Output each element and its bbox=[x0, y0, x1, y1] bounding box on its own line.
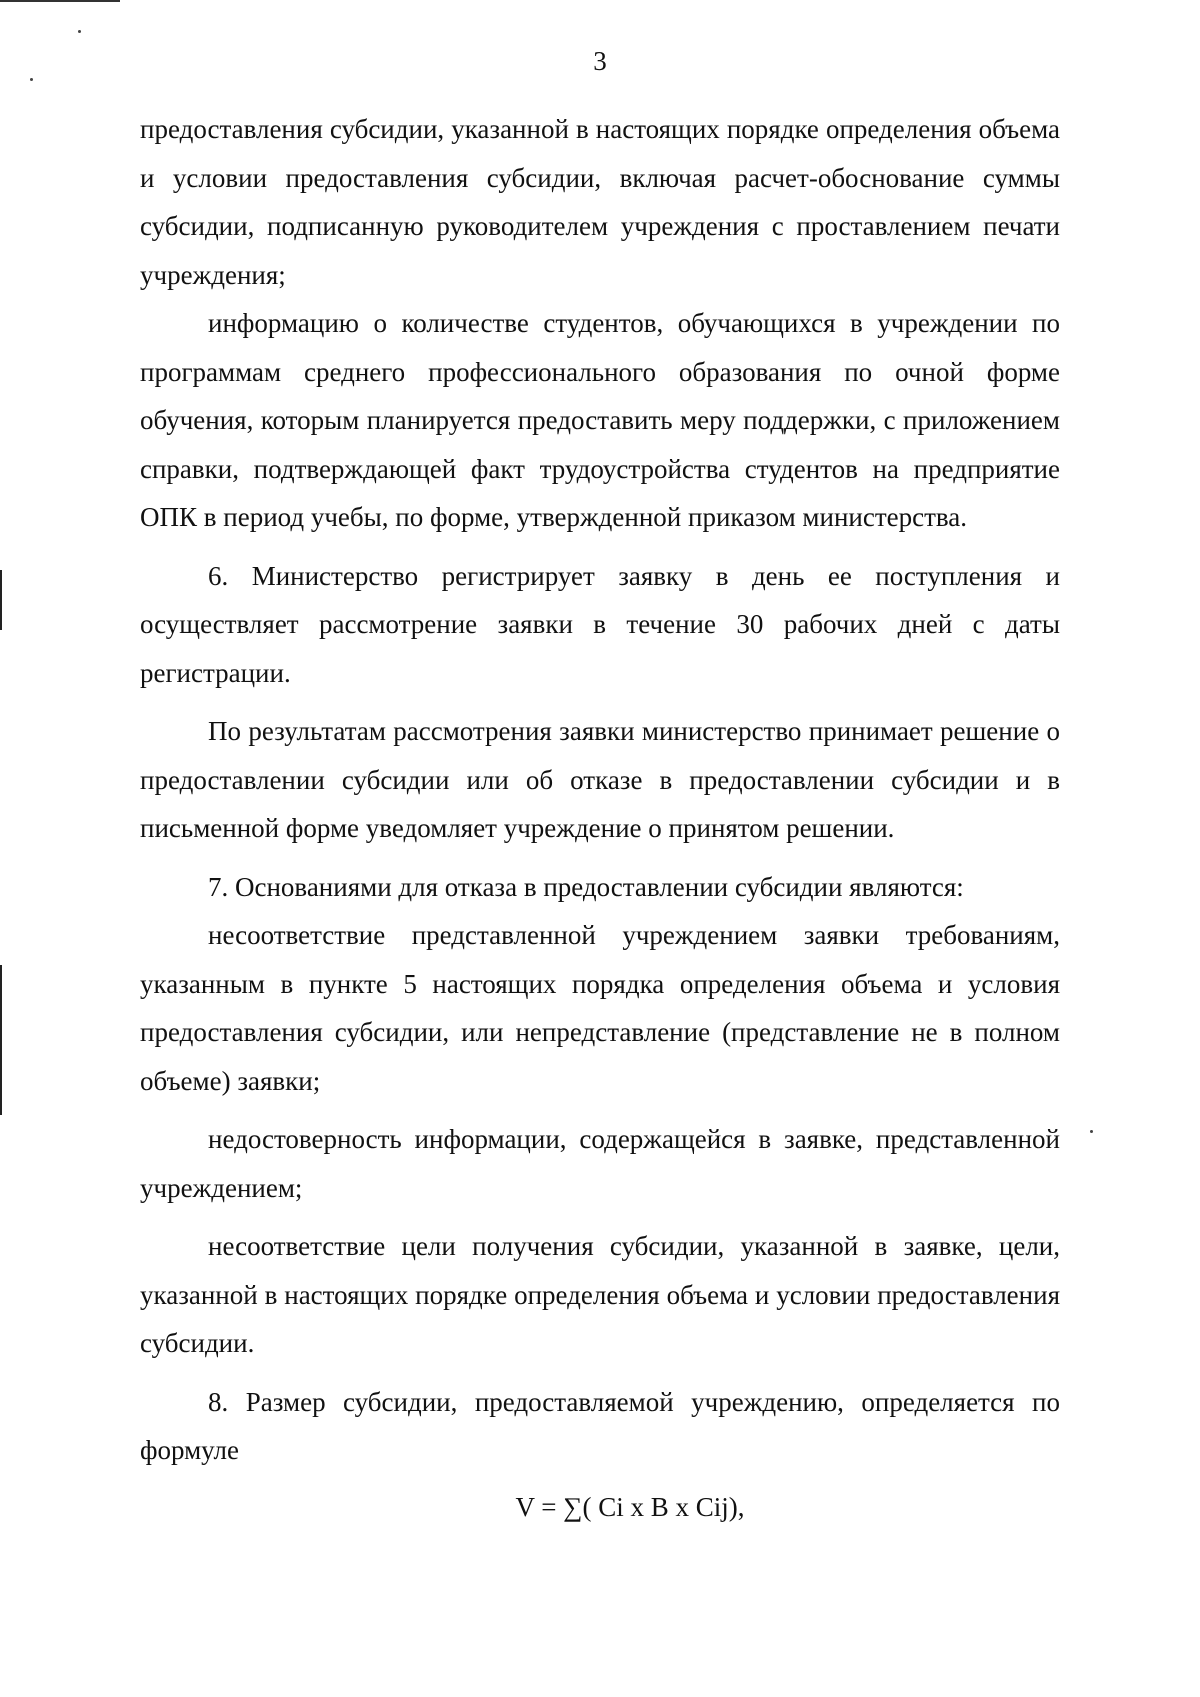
paragraph-item-8: 8. Размер субсидии, предоставляемой учреждению, определяется по формуле bbox=[140, 1386, 1060, 1465]
scan-artifact bbox=[0, 965, 2, 1115]
scan-artifact bbox=[0, 570, 2, 630]
subsidy-formula: V = ∑( Ci x B x Cij), bbox=[515, 1491, 745, 1522]
page-number: 3 bbox=[593, 46, 607, 76]
scan-speck bbox=[30, 78, 33, 81]
body-text bbox=[140, 105, 1060, 1531]
scan-artifact bbox=[0, 0, 120, 2]
paragraph-item-6: 6. Министерство регистрирует заявку в день ее поступления и осуществляет рассмотрение заявки в течение 30 рабочих дней с даты регистрации. bbox=[140, 560, 1060, 688]
paragraph-review-results: По результатам рассмотрения заявки министерство принимает решение о предоставлении субсидии или об отказе в предоставлении субсидии и в письменной форме уведомляет учреждение о принятом решении. bbox=[140, 716, 1060, 843]
scan-speck bbox=[1090, 1130, 1093, 1133]
paragraph-refusal-reason-3: несоответствие цели получения субсидии, указанной в заявке, цели, указанной в настоящих порядке определения объема и условии предоставления субсидии. bbox=[140, 1231, 1060, 1358]
scan-speck bbox=[78, 30, 81, 33]
paragraph-item-7: 7. Основаниями для отказа в предоставлении субсидии являются: bbox=[208, 871, 964, 902]
paragraph-student-info: информацию о количестве студентов, обучающихся в учреждении по программам среднего профессионального образования по очной форме обучения, которым планируется предоставить меру поддержки, с приложением справки, подтверждающей факт трудоустройства студентов на предприятие ОПК в период учебы, по форме, утвержденной приказом министерства. bbox=[140, 308, 1060, 532]
paragraph-refusal-reason-1: несоответствие представленной учреждением заявки требованиям, указанным в пункте 5 настоящих порядка определения объема и условия предоставления субсидии, или непредставление (представление не в полном объеме) заявки; bbox=[140, 920, 1060, 1096]
paragraph-continuation: предоставления субсидии, указанной в настоящих порядке определения объема и условии предоставления субсидии, включая расчет-обоснование суммы субсидии, подписанную руководителем учреждения с проставлением печати учреждения; bbox=[140, 114, 1060, 290]
paragraph-refusal-reason-2: недостоверность информации, содержащейся в заявке, представленной учреждением; bbox=[140, 1124, 1060, 1203]
